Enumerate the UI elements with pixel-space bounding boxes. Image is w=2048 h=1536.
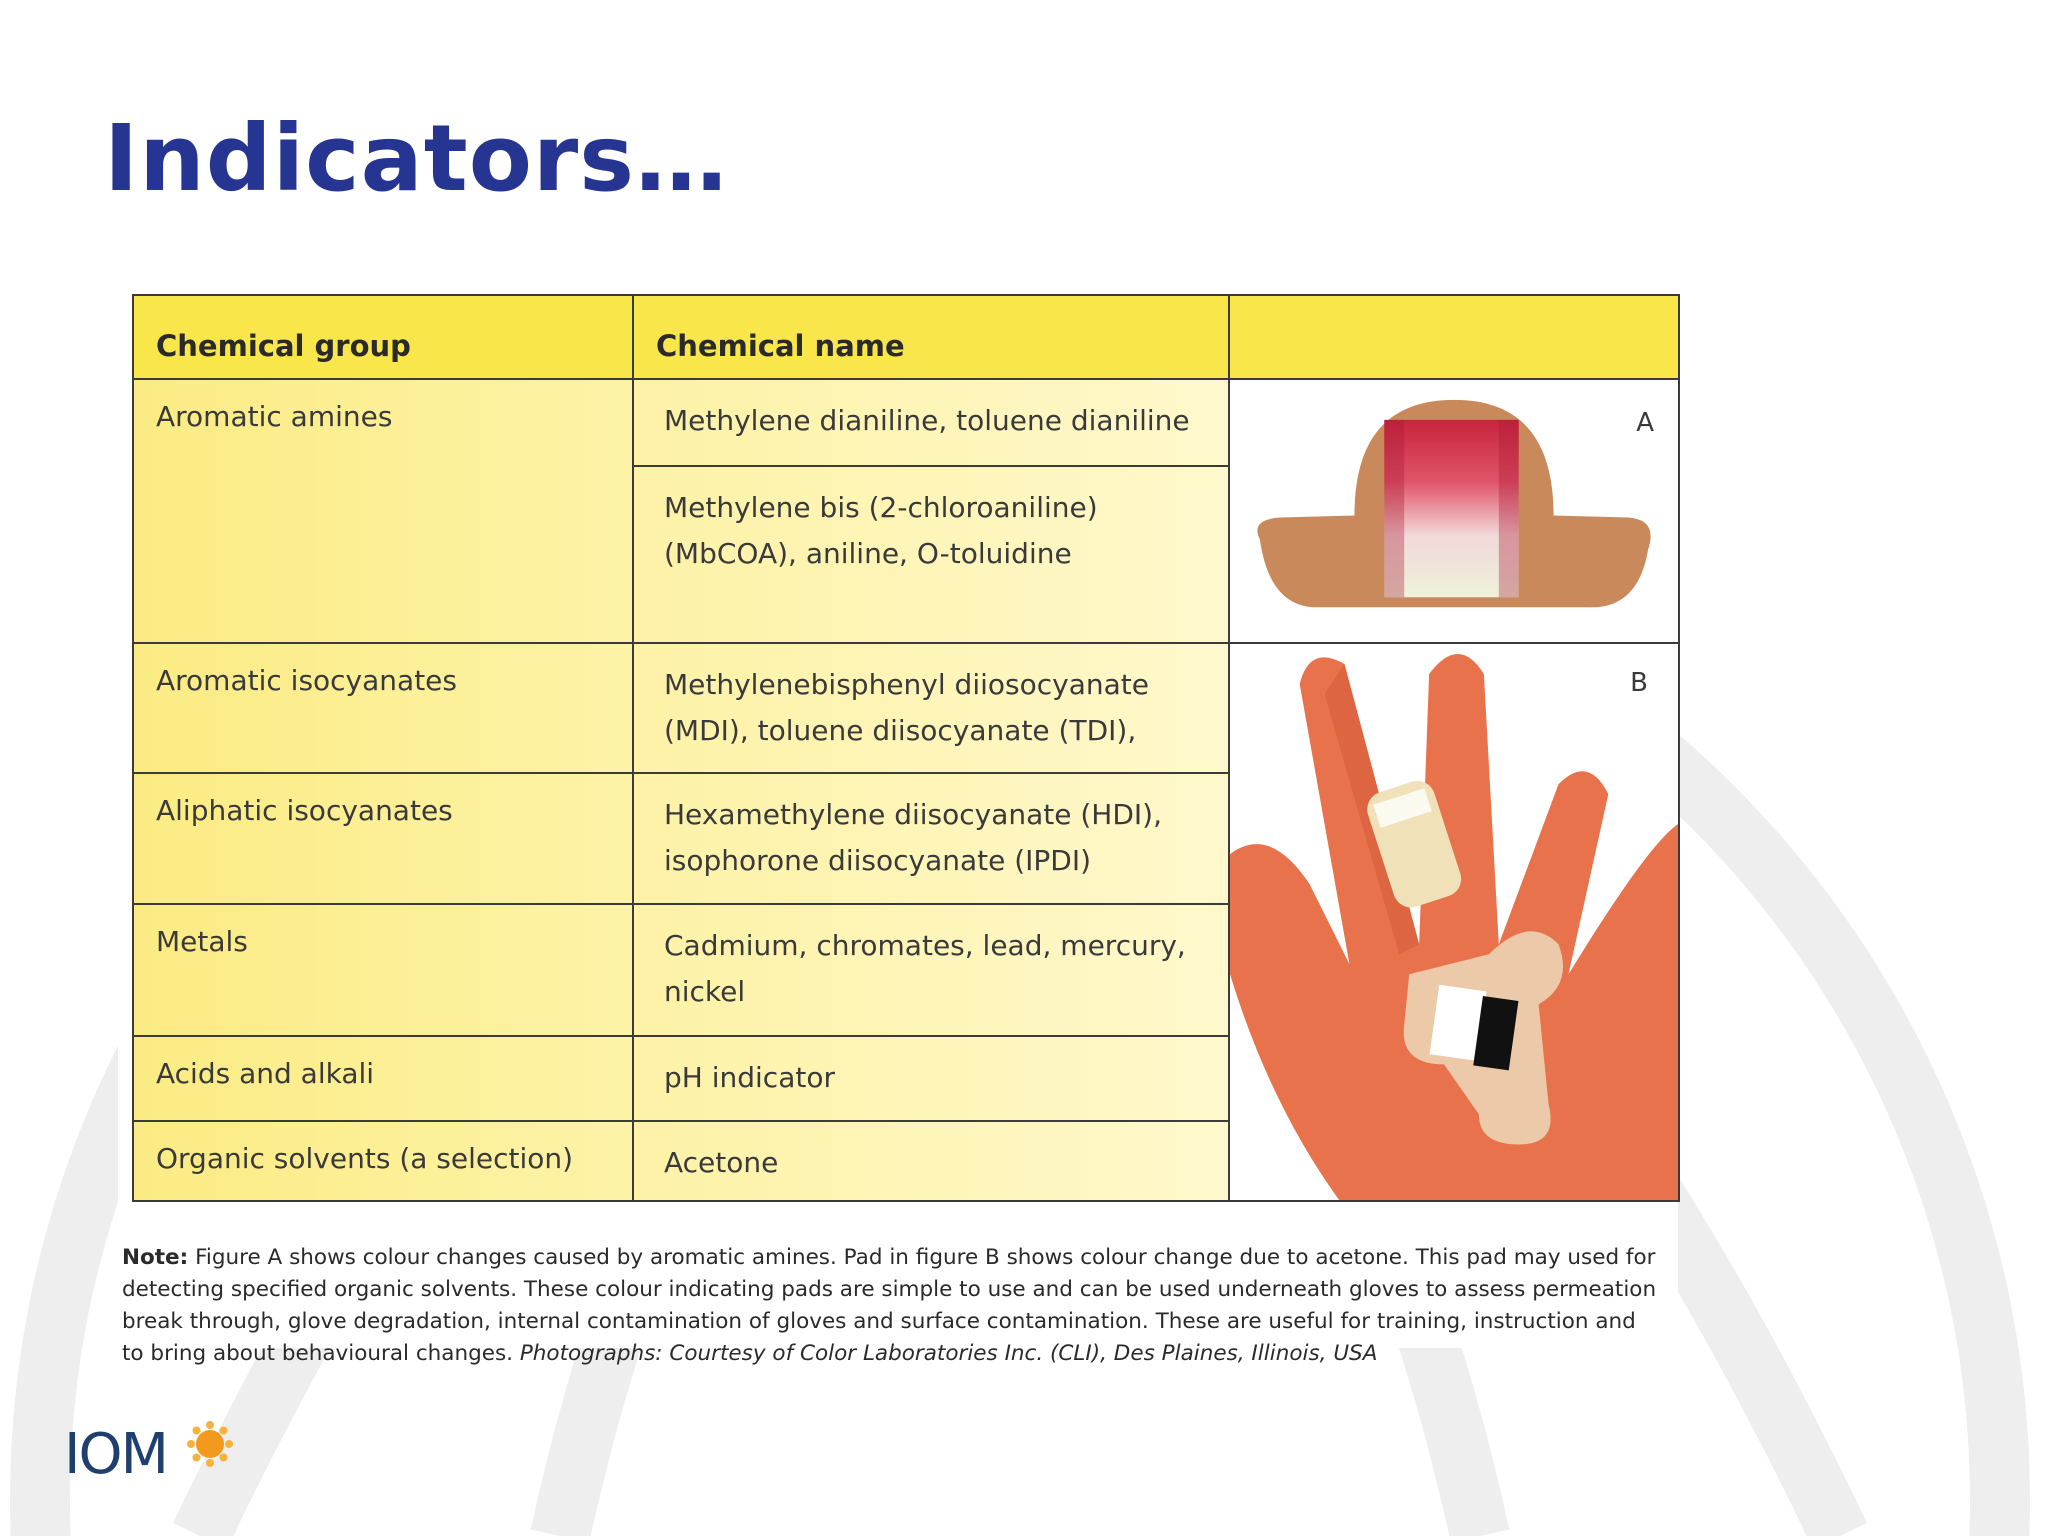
photo-credit: Photographs: Courtesy of Color Laboratories Inc. (CLI), Des Plaines, Illinois, USA xyxy=(519,1340,1378,1366)
chemical-indicator-table xyxy=(132,294,1680,1202)
iom-logo xyxy=(64,1420,244,1490)
cell-chemical-group: Aromatic isocyanates xyxy=(133,643,633,774)
cell-chemical-name: Methylene dianiline, toluene dianiline xyxy=(633,379,1229,465)
cell-chemical-group: Organic solvents (a selection) xyxy=(133,1121,633,1201)
photo-a-pad xyxy=(1230,380,1678,641)
logo-sun-icon xyxy=(186,1420,234,1468)
header-chemical-group: Chemical group xyxy=(133,295,633,379)
header-photo xyxy=(1229,295,1679,379)
cell-chemical-name: Acetone xyxy=(633,1121,1229,1201)
photo-b-hand xyxy=(1230,644,1678,1201)
table-header-row xyxy=(133,295,1679,379)
indicator-figure xyxy=(118,268,1678,1366)
cell-chemical-name: Methylene bis (2-chloroaniline) (MbCOA), aniline, O-toluidine xyxy=(633,466,1229,643)
logo-text: IOM xyxy=(64,1422,167,1487)
cell-chemical-group: Acids and alkali xyxy=(133,1036,633,1120)
figure-note xyxy=(122,1242,1662,1370)
table-row xyxy=(133,379,1679,465)
cell-chemical-group: Aromatic amines xyxy=(133,379,633,642)
cell-chemical-group: Metals xyxy=(133,904,633,1037)
cell-chemical-name: Cadmium, chromates, lead, mercury, nickel xyxy=(633,904,1229,1037)
photo-b-cell xyxy=(1229,643,1679,1202)
cell-chemical-name: Hexamethylene diisocyanate (HDI), isophorone diisocyanate (IPDI) xyxy=(633,773,1229,904)
header-chemical-name: Chemical name xyxy=(633,295,1229,379)
table-row xyxy=(133,643,1679,774)
photo-a-cell xyxy=(1229,379,1679,642)
cell-chemical-name: pH indicator xyxy=(633,1036,1229,1120)
note-text: Figure A shows colour changes caused by aromatic amines. Pad in figure B shows colour change due to acetone. This pad may used for detecting specified organic solvents. These colour indicating pads are simple to use and can be used underneath gloves to assess permeation break through, glove degradation, internal contamination of gloves and surface contamination. These are useful for training, instruction and to bring about behavioural changes. xyxy=(122,1244,1657,1366)
slide-title: Indicators… xyxy=(104,105,729,212)
photo-label-b: B xyxy=(1630,667,1648,698)
cell-chemical-name: Methylenebisphenyl diiosocyanate (MDI), toluene diisocyanate (TDI), xyxy=(633,643,1229,774)
cell-chemical-group: Aliphatic isocyanates xyxy=(133,773,633,904)
note-label: Note: xyxy=(122,1244,189,1270)
photo-label-a: A xyxy=(1636,408,1654,439)
